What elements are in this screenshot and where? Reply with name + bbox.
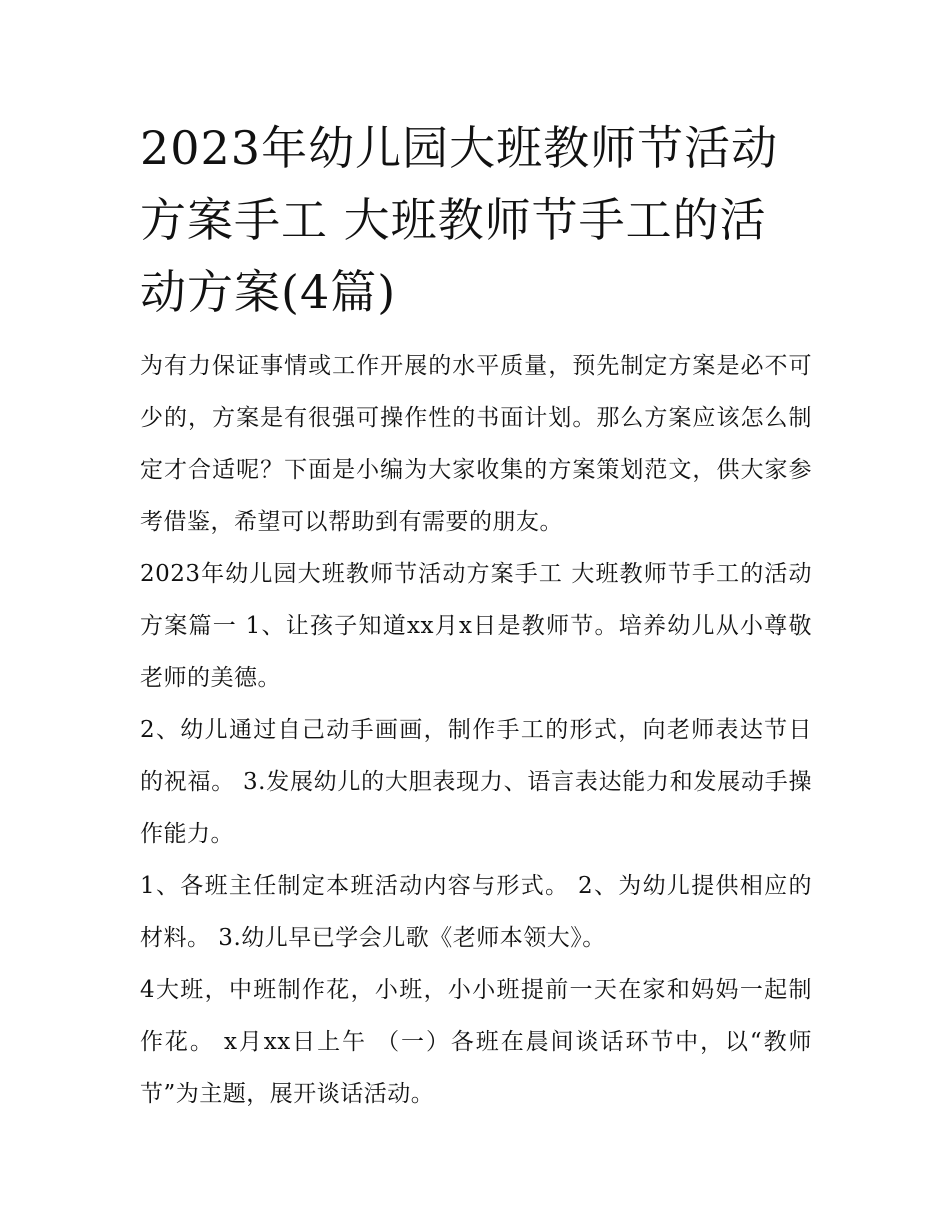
intro-paragraph: 为有力保证事情或工作开展的水平质量，预先制定方案是必不可少的，方案是有很强可操作性的书面计划。那么方案应该怎么制定才合适呢？下面是小编为大家收集的方案策划范文，供大家参考借鉴，希望可以帮助到有需要的朋友。 (140, 353, 812, 535)
document-page (140, 112, 812, 1120)
document-title: 2023年幼儿园大班教师节活动方案手工 大班教师节手工的活动方案(4篇) (140, 121, 779, 319)
body-paragraph-4: 4大班，中班制作花，小班，小小班提前一天在家和妈妈一起制作花。 x月xx日上午 （一）各班在晨间谈话环节中，以“教师节”为主题，展开谈话活动。 (140, 977, 812, 1107)
body-paragraph-2: 2、幼儿通过自己动手画画，制作手工的形式，向老师表达节日的祝福。 3.发展幼儿的大胆表现力、语言表达能力和发展动手操作能力。 (140, 717, 812, 847)
body-paragraph-3: 1、各班主任制定本班活动内容与形式。 2、为幼儿提供相应的材料。 3.幼儿早已学会儿歌《老师本领大》。 (140, 873, 812, 951)
body-paragraph-1: 2023年幼儿园大班教师节活动方案手工 大班教师节手工的活动方案篇一 1、让孩子知道xx月x日是教师节。培养幼儿从小尊敬老师的美德。 (140, 561, 812, 691)
